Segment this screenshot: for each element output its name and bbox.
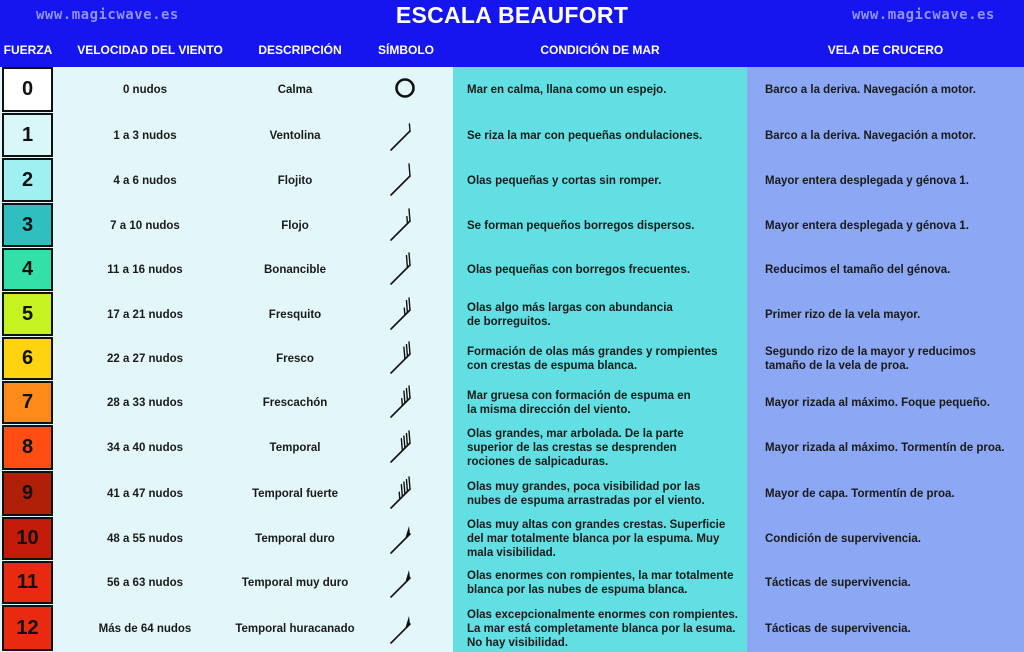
wind-barb-1-5-icon [388, 204, 422, 248]
sea-condition-text: Mar gruesa con formación de espuma en la misma dirección del viento. [467, 390, 691, 416]
sea-condition-text: Olas enormes con rompientes, la mar totalmente blanca por las nubes de espuma blanca. [467, 570, 734, 596]
sea-condition [467, 471, 745, 517]
force-number-box: 5 [2, 292, 53, 336]
wind-description [230, 561, 360, 605]
wind-speed-text: 4 a 6 nudos [113, 174, 177, 187]
wind-speed [60, 248, 230, 292]
sea-condition-text: Olas pequeñas con borregos frecuentes. [467, 264, 691, 276]
wind-description-text: Temporal [269, 442, 321, 454]
wind-symbol [375, 605, 435, 652]
table-row [0, 425, 1024, 471]
wind-description [230, 605, 360, 652]
wind-barb-2-5-icon [388, 293, 422, 337]
cruising-sail-text: Mayor entera desplegada y génova 1. [765, 174, 969, 187]
wind-pennant-icon [388, 517, 422, 561]
watermark-right: www.magicwave.es [852, 7, 995, 23]
cruising-sail [765, 605, 1020, 652]
force-number-box: 4 [2, 248, 53, 291]
sea-condition-text: Olas muy altas con grandes crestas. Superficie del mar totalmente blanca por la espuma. Muy mala visibilidad. [467, 519, 726, 559]
wind-barb-half-icon [388, 114, 422, 158]
calm-circle-icon [388, 68, 422, 112]
wind-speed-text: Más de 64 nudos [98, 622, 192, 635]
wind-description [230, 517, 360, 561]
force-number-box: 11 [2, 561, 53, 604]
wind-barb-3-icon [388, 337, 422, 381]
wind-speed-text: 17 a 21 nudos [106, 308, 184, 321]
header-descripcion: DESCRIPCIÓN [258, 43, 342, 57]
wind-description [230, 158, 360, 203]
table-row [0, 203, 1024, 248]
wind-description-text: Temporal huracanado [235, 622, 355, 635]
table-row [0, 381, 1024, 425]
sea-condition [467, 605, 745, 652]
wind-description-text: Temporal muy duro [241, 577, 349, 589]
wind-speed [60, 292, 230, 337]
cruising-sail [765, 67, 1020, 113]
wind-pennant-icon [388, 607, 422, 651]
wind-symbol [375, 248, 435, 292]
cruising-sail-text: Tácticas de supervivencia. [765, 577, 911, 589]
wind-speed-text: 1 a 3 nudos [113, 129, 177, 142]
sea-condition [467, 158, 745, 203]
wind-description [230, 425, 360, 471]
sea-condition [467, 425, 745, 471]
cruising-sail-text: Barco a la deriva. Navegación a motor. [765, 129, 976, 142]
sea-condition-text: Olas excepcionalmente enormes con rompientes. La mar está completamente blanca por la esuma. No hay visibilidad. [467, 608, 738, 649]
force-number-box: 2 [2, 158, 53, 202]
wind-description-text: Bonancible [264, 264, 326, 276]
table-row [0, 337, 1024, 381]
wind-description [230, 471, 360, 517]
wind-symbol [375, 292, 435, 337]
cruising-sail [765, 113, 1020, 158]
cruising-sail-text: Primer rizo de la vela mayor. [765, 308, 921, 321]
force-number-box: 6 [2, 337, 53, 380]
wind-speed [60, 517, 230, 561]
sea-condition [467, 292, 745, 337]
wind-description-text: Ventolina [269, 129, 321, 142]
wind-speed [60, 425, 230, 471]
wind-description [230, 292, 360, 337]
wind-description [230, 381, 360, 425]
sea-condition [467, 248, 745, 292]
wind-symbol [375, 381, 435, 425]
sea-condition-text: Olas algo más largas con abundancia de borreguitos. [467, 301, 673, 328]
sea-condition-text: Formación de olas más grandes y rompientes con crestas de espuma blanca. [467, 346, 718, 372]
table-row [0, 292, 1024, 337]
header-condicion: CONDICIÓN DE MAR [540, 43, 660, 57]
wind-speed-text: 56 a 63 nudos [106, 577, 184, 589]
sea-condition-text: Olas grandes, mar arbolada. De la parte superior de las crestas se desprenden rociones de salpicaduras. [467, 428, 684, 468]
wind-description [230, 203, 360, 248]
wind-speed [60, 605, 230, 652]
wind-barb-4-5-icon [388, 472, 422, 516]
sea-condition [467, 67, 745, 113]
force-number-box: 9 [2, 471, 53, 516]
wind-speed [60, 471, 230, 517]
cruising-sail [765, 292, 1020, 337]
table-row [0, 113, 1024, 158]
cruising-sail [765, 248, 1020, 292]
sea-condition [467, 337, 745, 381]
table-row [0, 158, 1024, 203]
wind-speed-text: 28 a 33 nudos [106, 397, 184, 409]
wind-description [230, 113, 360, 158]
cruising-sail [765, 471, 1020, 517]
watermark-left: www.magicwave.es [36, 7, 179, 23]
wind-barb-3-5-icon [388, 381, 422, 425]
wind-description-text: Frescachón [262, 397, 328, 409]
wind-speed [60, 113, 230, 158]
wind-description-text: Fresco [276, 353, 314, 365]
cruising-sail-text: Mayor de capa. Tormentín de proa. [765, 488, 955, 500]
wind-description-text: Flojo [281, 219, 309, 232]
sea-condition-text: Se riza la mar con pequeñas ondulaciones. [467, 129, 703, 142]
wind-speed [60, 337, 230, 381]
wind-barb-1-icon [388, 159, 422, 203]
wind-symbol [375, 203, 435, 248]
wind-barb-2-icon [388, 248, 422, 292]
cruising-sail [765, 561, 1020, 605]
force-number-box: 0 [2, 67, 53, 112]
cruising-sail-text: Barco a la deriva. Navegación a motor. [765, 84, 976, 96]
table-header [0, 33, 1024, 67]
wind-description [230, 337, 360, 381]
cruising-sail [765, 517, 1020, 561]
sea-condition [467, 113, 745, 158]
wind-description [230, 67, 360, 113]
table-row [0, 248, 1024, 292]
table-row [0, 517, 1024, 561]
wind-description-text: Temporal fuerte [251, 488, 339, 500]
wind-speed-text: 34 a 40 nudos [106, 442, 184, 454]
cruising-sail [765, 203, 1020, 248]
sea-condition-text: Olas muy grandes, poca visibilidad por las nubes de espuma arrastradas por el viento. [467, 481, 705, 507]
wind-description [230, 248, 360, 292]
wind-pennant-icon [388, 561, 422, 605]
wind-speed [60, 158, 230, 203]
cruising-sail [765, 425, 1020, 471]
sea-condition [467, 203, 745, 248]
table-row [0, 67, 1024, 113]
wind-description-text: Temporal duro [255, 533, 335, 545]
header-vela: VELA DE CRUCERO [827, 43, 944, 57]
wind-speed [60, 381, 230, 425]
sea-condition-text: Se forman pequeños borregos dispersos. [467, 219, 695, 232]
cruising-sail-text: Reducimos el tamaño del génova. [765, 264, 951, 276]
wind-description-text: Flojito [277, 174, 313, 187]
cruising-sail [765, 381, 1020, 425]
page-title: ESCALA BEAUFORT [395, 2, 629, 28]
cruising-sail-text: Segundo rizo de la mayor y reducimos tamaño de la vela de proa. [765, 346, 976, 372]
wind-description-text: Calma [277, 84, 313, 96]
sea-condition-text: Mar en calma, llana como un espejo. [467, 84, 667, 96]
wind-speed-text: 7 a 10 nudos [110, 219, 180, 232]
sea-condition-text: Olas pequeñas y cortas sin romper. [467, 174, 662, 187]
cruising-sail [765, 337, 1020, 381]
wind-speed [60, 203, 230, 248]
cruising-sail-text: Mayor entera desplegada y génova 1. [765, 219, 969, 232]
sea-condition [467, 381, 745, 425]
wind-symbol [375, 337, 435, 381]
table-row [0, 605, 1024, 652]
wind-speed [60, 561, 230, 605]
force-number-box: 3 [2, 203, 53, 247]
force-number-box: 7 [2, 381, 53, 424]
cruising-sail-text: Tácticas de supervivencia. [765, 622, 911, 635]
wind-symbol [375, 158, 435, 203]
wind-speed-text: 11 a 16 nudos [107, 264, 183, 276]
sea-condition [467, 561, 745, 605]
wind-description-text: Fresquito [268, 308, 322, 321]
wind-speed-text: 0 nudos [122, 84, 168, 96]
header-simbolo: SÍMBOLO [378, 43, 434, 57]
table-row [0, 471, 1024, 517]
wind-speed-text: 22 a 27 nudos [106, 353, 184, 365]
force-number-box: 1 [2, 113, 53, 157]
wind-symbol [375, 425, 435, 471]
cruising-sail-text: Condición de supervivencia. [765, 533, 921, 545]
wind-barb-4-icon [388, 426, 422, 470]
cruising-sail-text: Mayor rizada al máximo. Tormentín de proa. [765, 442, 1005, 454]
wind-speed-text: 41 a 47 nudos [106, 488, 184, 500]
wind-speed [60, 67, 230, 113]
title-bar [0, 0, 1024, 33]
wind-speed-text: 48 a 55 nudos [106, 533, 184, 545]
wind-symbol [375, 67, 435, 113]
force-number-box: 12 [2, 605, 53, 651]
cruising-sail [765, 158, 1020, 203]
cruising-sail-text: Mayor rizada al máximo. Foque pequeño. [765, 397, 990, 409]
wind-symbol [375, 561, 435, 605]
header-fuerza: FUERZA [3, 43, 53, 57]
header-velocidad: VELOCIDAD DEL VIENTO [77, 43, 223, 57]
force-number-box: 8 [2, 425, 53, 470]
force-number-box: 10 [2, 517, 53, 560]
wind-symbol [375, 517, 435, 561]
wind-symbol [375, 471, 435, 517]
sea-condition [467, 517, 745, 561]
wind-symbol [375, 113, 435, 158]
table-row [0, 561, 1024, 605]
